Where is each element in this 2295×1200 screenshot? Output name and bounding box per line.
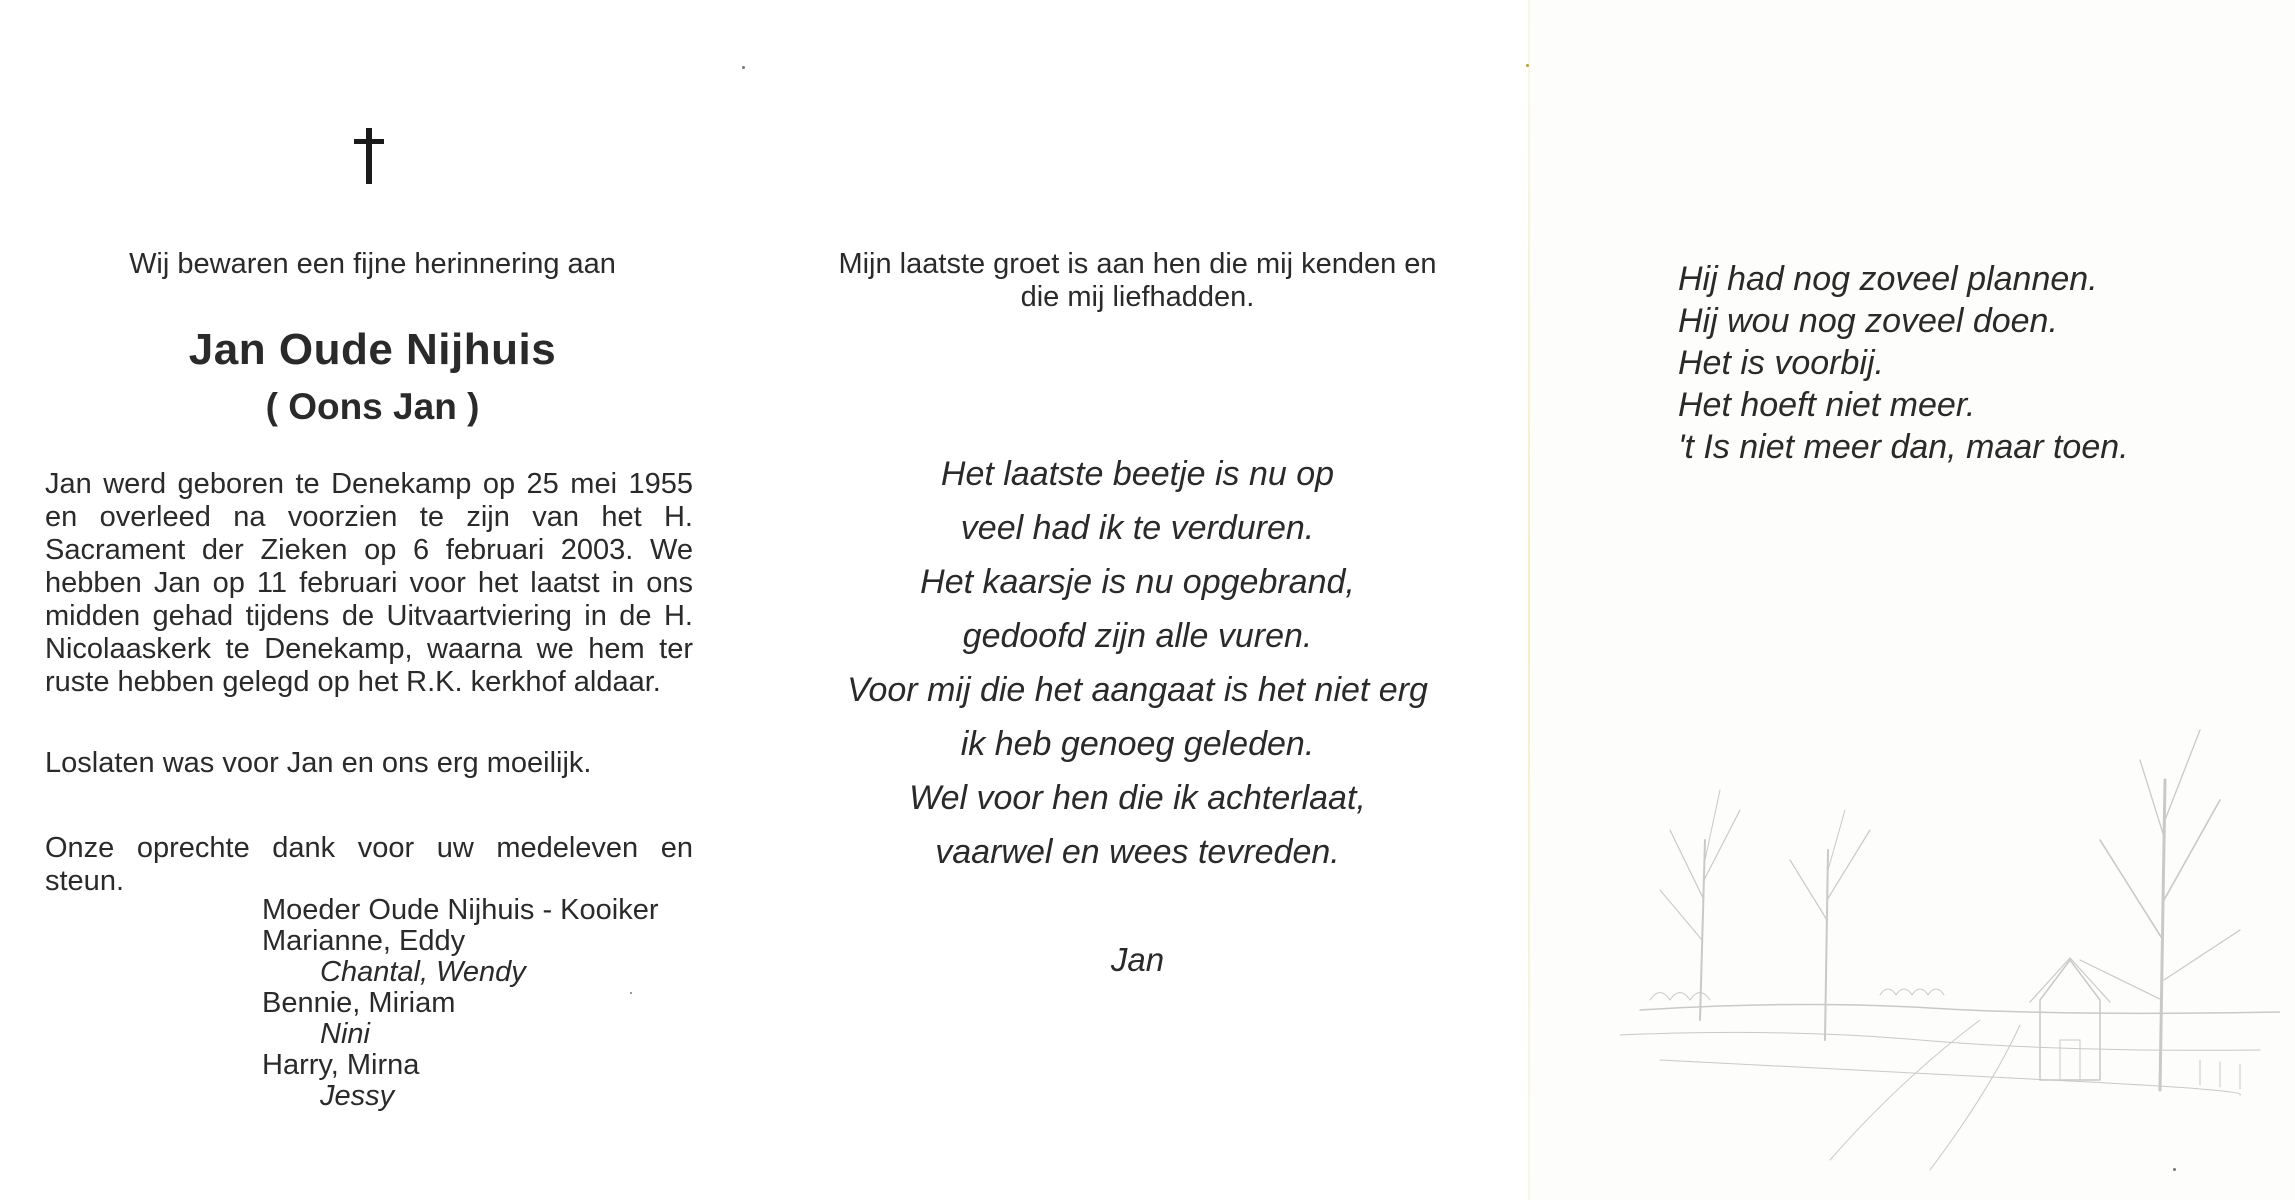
deceased-name: Jan Oude Nijhuis [188,325,557,374]
greeting-line: die mij liefhadden. [1020,281,1255,313]
middle-panel [745,0,1530,1200]
winter-landscape-drawing [1600,640,2280,1180]
scan-speck [1526,64,1529,67]
family-group [262,988,455,1050]
verse-line: Hij had nog zoveel plannen. [1678,260,2098,298]
poem-line: veel had ik te verduren. [960,509,1315,547]
poem-line: gedoofd zijn alle vuren. [962,617,1313,655]
verse-line: 't Is niet meer dan, maar toen. [1678,428,2129,466]
family-group [262,1050,419,1112]
cross-icon [346,128,392,184]
family-parents: Harry, Mirna [262,1049,420,1081]
verse-line: Hij wou nog zoveel doen. [1678,302,2058,340]
family-group-mother [262,895,659,926]
thanks-paragraph: Onze oprechte dank voor uw medeleven en steun. [45,832,693,897]
farewell-poem [745,447,1530,879]
verse-line: Het hoeft niet meer. [1678,386,1976,424]
scan-speck [742,66,745,69]
family-children: Chantal, Wendy [320,956,526,988]
poem-line: Het kaarsje is nu opgebrand, [920,563,1355,601]
biography-paragraph: Jan werd geboren te Denekamp op 25 mei 1955 en overleed na voorzien te zijn van het H. Sacrament der Zieken op 6 februari 2003. We hebben Jan op 11 februari voor het laatst in ons midden gehad tijdens de Uitvaartviering in de H. Nicolaaskerk te Denekamp, waarna we hem ter ruste hebben gelegd op het R.K. kerkhof aldaar. [45,468,693,698]
family-children: Jessy [320,1080,395,1112]
release-text: Loslaten was voor Jan en ons erg moeilijk. [45,747,592,779]
family-parents: Moeder Oude Nijhuis - Kooiker [262,894,659,926]
poem-line: Wel voor hen die ik achterlaat, [909,779,1366,817]
family-group [262,926,526,988]
nickname: ( Oons Jan ) [265,386,480,427]
poem-line: Het laatste beetje is nu op [940,455,1335,493]
right-panel [1530,0,2295,1200]
family-parents: Marianne, Eddy [262,925,466,957]
left-panel [0,0,745,1200]
signature: Jan [1110,941,1165,978]
verse-line: Het is voorbij. [1678,344,1884,382]
verse [1678,258,2129,468]
intro-text: Wij bewaren een fijne herinnering aan [129,248,616,280]
poem-line: vaarwel en wees tevreden. [935,833,1340,871]
last-greeting [745,248,1530,314]
family-parents: Bennie, Miriam [262,987,456,1019]
greeting-line: Mijn laatste groet is aan hen die mij kenden en [838,248,1437,280]
family-children: Nini [320,1018,370,1050]
scan-speck [2173,1168,2176,1171]
poem-line: Voor mij die het aangaat is het niet erg [847,671,1428,709]
scan-speck [630,992,632,994]
poem-line: ik heb genoeg geleden. [960,725,1315,763]
